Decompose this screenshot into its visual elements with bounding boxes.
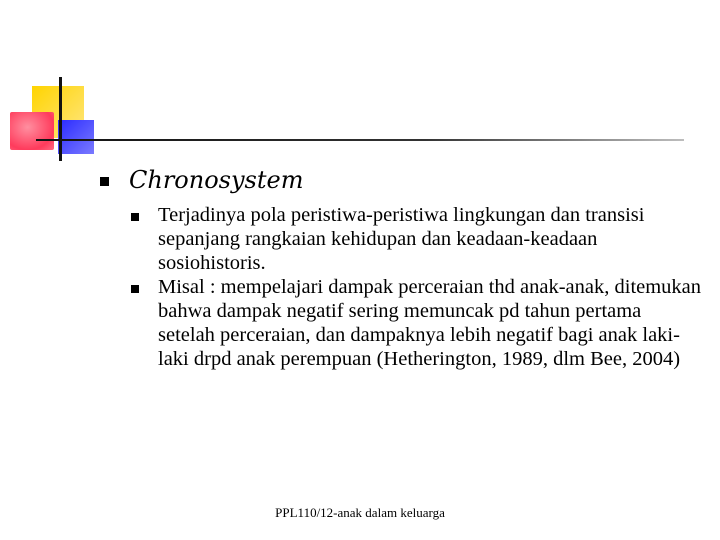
slide-heading: Chronosystem <box>129 166 304 194</box>
square-bullet-icon <box>131 285 139 293</box>
slide-footer: PPL110/12-anak dalam keluarga <box>275 505 445 520</box>
sub-bullet-text: Misal : mempelajari dampak perceraian thd anak-anak, ditemukan bahwa dampak negatif sering memuncak pd tahun pertama setelah perceraian, dan dampaknya lebih negatif bagi anak laki-laki drpd anak perempuan (Hetherington, 1989, dlm Bee, 2004) <box>158 276 702 370</box>
sub-bullet-list <box>131 203 711 371</box>
sub-bullet-text: Terjadinya pola peristiwa-peristiwa lingkungan dan transisi sepanjang rangkaian kehidupan dan keadaan-keadaan sosiohistoris. <box>158 204 645 274</box>
square-bullet-icon <box>131 213 139 221</box>
heading-bullet-item <box>100 164 700 196</box>
sub-bullet-item <box>131 203 711 275</box>
square-bullet-icon <box>100 177 109 186</box>
sub-bullet-item <box>131 275 711 371</box>
